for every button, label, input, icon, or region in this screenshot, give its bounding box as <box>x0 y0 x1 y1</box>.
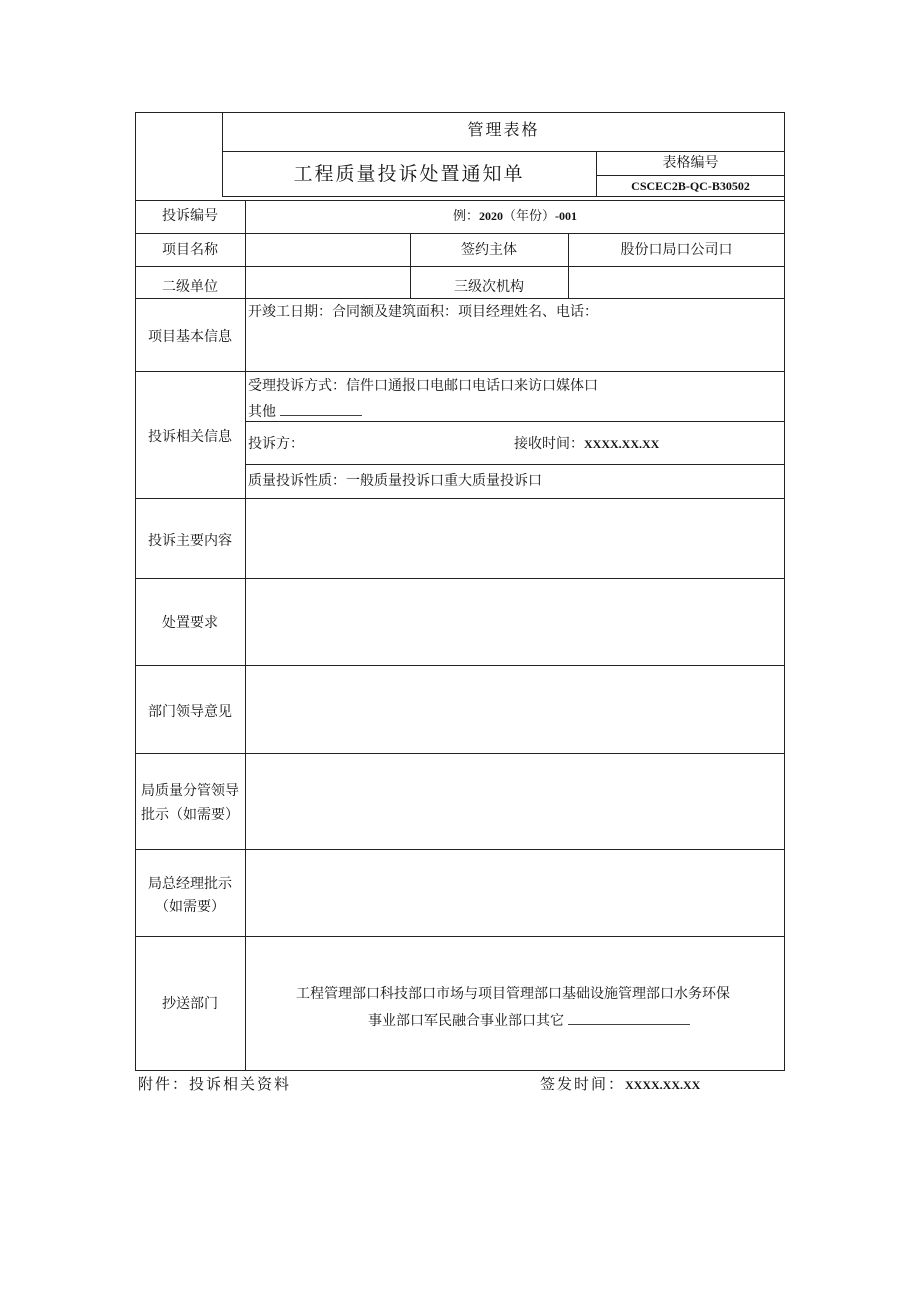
dept-leader-label: 部门领导意见 <box>148 704 232 720</box>
accept-method-text: 受理投诉方式：信件口通报口电邮口电话口来访口媒体口 <box>248 378 598 394</box>
project-basic-text: 开竣工日期：合同额及建筑面积：项目经理姓名、电话： <box>248 304 598 320</box>
nature-text: 质量投诉性质：一般质量投诉口重大质量投诉口 <box>248 473 542 489</box>
project-name-label: 项目名称 <box>162 242 218 258</box>
rule <box>135 200 785 201</box>
other-underline <box>280 401 362 416</box>
mgmt-form-label: 管理表格 <box>467 120 540 139</box>
issue-time <box>540 1075 700 1094</box>
rule <box>135 233 785 234</box>
other-label: 其他 <box>248 404 276 420</box>
issue-time-label: 签发时间： <box>540 1075 626 1093</box>
secondary-unit-label: 二级单位 <box>162 279 218 295</box>
gm-label-line2: （如需要） <box>155 899 225 915</box>
attachment-note: 附件：投诉相关资料 <box>138 1075 292 1093</box>
complainant-label: 投诉方： <box>248 436 304 452</box>
rule <box>135 665 785 666</box>
rule <box>245 200 246 1070</box>
other-line <box>248 401 362 421</box>
cc-line-1: 工程管理部口科技部口市场与项目管理部口基础设施管理部口水务环保 <box>296 986 730 1002</box>
rule <box>135 1070 785 1071</box>
rule <box>245 421 785 422</box>
disposal-label: 处置要求 <box>162 615 218 631</box>
rule <box>135 753 785 754</box>
cc-line-2 <box>368 1010 690 1030</box>
page-title: 工程质量投诉处置通知单 <box>293 163 525 185</box>
complaint-no-value <box>245 207 785 226</box>
rule <box>222 196 785 197</box>
form-no-value: CSCEC2B-QC-B30502 <box>631 179 750 193</box>
cc-line-2-text: 事业部口军民融合事业部口其它 <box>368 1013 564 1029</box>
receive-time-value: XXXX.XX.XX <box>584 437 660 451</box>
issue-time-value: XXXX.XX.XX <box>625 1078 701 1092</box>
complaint-no-suffix: -001 <box>555 209 578 223</box>
cc-label: 抄送部门 <box>162 996 218 1012</box>
cc-other-underline <box>568 1010 690 1025</box>
complaint-no-label: 投诉编号 <box>162 208 218 224</box>
rule <box>135 371 785 372</box>
rule <box>135 578 785 579</box>
rule <box>222 151 785 152</box>
form-no-label: 表格编号 <box>662 155 719 171</box>
rule <box>135 498 785 499</box>
signing-entity-options: 股份口局口公司口 <box>620 242 733 258</box>
signing-entity-label: 签约主体 <box>461 242 517 258</box>
complaint-no-year: 2020 <box>479 209 503 223</box>
bureau-quality-label-line2: 批示（如需要） <box>141 807 239 823</box>
rule <box>135 266 785 267</box>
complaint-no-prefix: 例： <box>452 209 479 224</box>
receive-time-label: 接收时间： <box>514 436 584 452</box>
gm-label-line1: 局总经理批示 <box>148 876 232 892</box>
receive-time <box>514 435 659 453</box>
complaint-no-mid: （年份） <box>503 209 556 224</box>
rule <box>596 175 785 176</box>
bureau-quality-label-line1: 局质量分管领导 <box>141 783 239 799</box>
rule <box>135 936 785 937</box>
rule <box>135 849 785 850</box>
main-content-label: 投诉主要内容 <box>148 533 232 549</box>
project-basic-label: 项目基本信息 <box>148 329 232 345</box>
rule <box>245 464 785 465</box>
rule <box>135 112 785 113</box>
tertiary-org-label: 三级次机构 <box>454 279 524 295</box>
complaint-related-label: 投诉相关信息 <box>148 429 232 445</box>
rule <box>135 298 785 299</box>
